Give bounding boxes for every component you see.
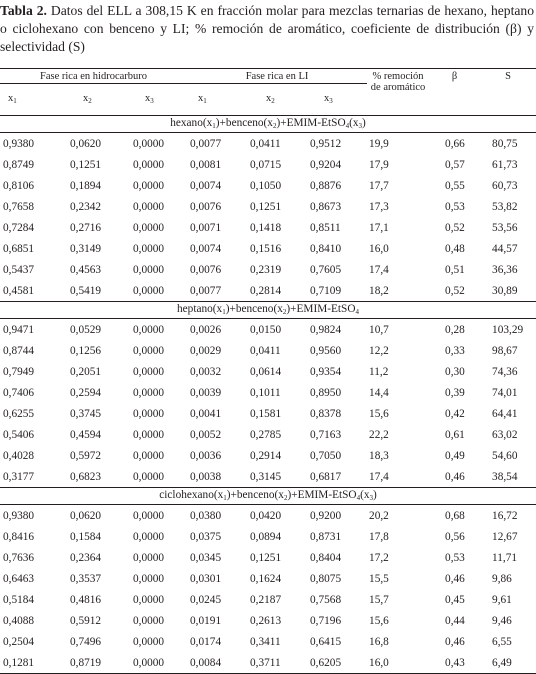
- table-cell: 0,6205: [306, 652, 367, 674]
- table-cell: 0,8876: [310, 179, 342, 192]
- table-cell: 0,9560: [310, 344, 342, 357]
- table-cell: 0,0174: [190, 635, 222, 648]
- table-cell: 74,01: [492, 386, 518, 399]
- table-cell: 0,55: [445, 179, 465, 192]
- table-cell: 0,5184: [3, 593, 35, 606]
- x3-header-hc: $x_3$: [145, 93, 154, 105]
- table-cell: 0,2613: [250, 614, 282, 627]
- table-cell: 12,67: [492, 530, 518, 543]
- table-cell: 0,56: [445, 530, 465, 543]
- table-cell: 0,2914: [250, 449, 282, 462]
- table-cell: 0,8719: [66, 652, 129, 674]
- table-cell: 0,4088: [3, 614, 35, 627]
- table-row: [0, 403, 536, 424]
- table-cell: 0,28: [445, 323, 465, 336]
- table-cell: 20,2: [369, 509, 389, 522]
- table-cell: 36,36: [492, 263, 518, 276]
- table-row: [0, 238, 536, 259]
- table-cell: 0,1281: [0, 652, 66, 674]
- caption-text: Datos del ELL a 308,15 K en fracción molar para mezclas ternarias de hexano, heptano o ciclohexano con benceno y LI; % remoción de aromático, coeficiente de distribución (β) y selectividad (S): [0, 3, 534, 54]
- table-cell: 0,0000: [133, 593, 165, 606]
- table-row: [0, 505, 536, 527]
- table-cell: 0,8950: [310, 386, 342, 399]
- table-cell: 14,4: [369, 386, 389, 399]
- table-cell: 0,5406: [3, 428, 35, 441]
- table-cell: 53,56: [492, 221, 518, 234]
- table-cell: 0,46: [445, 470, 465, 483]
- table-cell: 0,0077: [190, 137, 222, 150]
- table-cell: 0,2716: [70, 221, 102, 234]
- table-cell: 0,0420: [250, 509, 282, 522]
- table-cell: 0,6851: [3, 242, 35, 255]
- table-cell: 0,0614: [250, 365, 282, 378]
- table-cell: 0,7196: [310, 614, 342, 627]
- table-cell: 0,5972: [70, 449, 102, 462]
- table-cell: 0,0074: [190, 179, 222, 192]
- table-cell: 18,2: [369, 284, 389, 297]
- header-row-1: [0, 69, 536, 86]
- x1-header-hc: $x_1$: [8, 93, 17, 105]
- table-cell: 0,0000: [133, 635, 165, 648]
- table-cell: 0,0000: [133, 614, 165, 627]
- table-cell: 0,0000: [133, 200, 165, 213]
- table-cell: 0,1581: [250, 407, 282, 420]
- table-cell: 0,0041: [190, 407, 222, 420]
- table-cell: 0,0620: [70, 509, 102, 522]
- table-row: [0, 340, 536, 361]
- table-cell: 0,51: [445, 263, 465, 276]
- table-cell: 0,6255: [3, 407, 35, 420]
- table-cell: 0,1256: [70, 344, 102, 357]
- x1-header-li: $x_1$: [198, 93, 207, 105]
- table-cell: 0,0301: [190, 572, 222, 585]
- phase-hc-header: Fase rica en hidrocarburo: [0, 69, 187, 86]
- table-row: [0, 526, 536, 547]
- table-row: [0, 547, 536, 568]
- table-cell: 0,0077: [190, 284, 222, 297]
- table-cell: 22,2: [369, 428, 389, 441]
- table-cell: 0,2319: [250, 263, 282, 276]
- table-row: [0, 133, 536, 155]
- table-cell: 64,41: [492, 407, 518, 420]
- group-title: $heptano(x_1)+benceno(x_2)+EMIM-EtSO_4$: [0, 302, 536, 319]
- table-cell: 0,0084: [187, 652, 246, 674]
- table-cell: 0,0076: [190, 263, 222, 276]
- table-cell: 0,0029: [190, 344, 222, 357]
- table-cell: 0,39: [445, 386, 465, 399]
- table-cell: 0,7636: [3, 551, 35, 564]
- table-cell: 0,0620: [70, 137, 102, 150]
- table-cell: 0,52: [445, 221, 465, 234]
- table-row: [0, 196, 536, 217]
- table-cell: 60,73: [492, 179, 518, 192]
- x2-header-hc: $x_2$: [83, 93, 92, 105]
- x3-header-li: $x_3$: [324, 93, 333, 105]
- table-cell: 0,7406: [3, 386, 35, 399]
- table-cell: 0,0000: [133, 509, 165, 522]
- table-cell: 0,57: [445, 158, 465, 171]
- table-cell: 19,9: [369, 137, 389, 150]
- table-cell: 0,8731: [310, 530, 342, 543]
- table-cell: 0,8416: [3, 530, 35, 543]
- table-cell: 0,3145: [250, 470, 282, 483]
- table-cell: 6,49: [480, 652, 536, 674]
- table-cell: 0,0071: [190, 221, 222, 234]
- table-cell: 0,2504: [3, 635, 35, 648]
- table-row: [0, 610, 536, 631]
- table-cell: 0,0038: [190, 470, 222, 483]
- table-cell: 0,1050: [250, 179, 282, 192]
- table-cell: 17,2: [369, 551, 389, 564]
- table-cell: 17,4: [369, 470, 389, 483]
- table-cell: 0,0052: [190, 428, 222, 441]
- table-cell: 11,71: [492, 551, 518, 564]
- table-cell: 0,0000: [133, 428, 165, 441]
- table-cell: 0,3537: [70, 572, 102, 585]
- table-cell: 0,1516: [250, 242, 282, 255]
- table-cell: 0,0074: [190, 242, 222, 255]
- table-cell: 0,0000: [133, 344, 165, 357]
- table-cell: 0,7605: [310, 263, 342, 276]
- table-cell: 0,61: [445, 428, 465, 441]
- table-cell: 0,48: [445, 242, 465, 255]
- table-cell: 74,36: [492, 365, 518, 378]
- table-cell: 0,53: [445, 551, 465, 564]
- caption-label: Tabla 2.: [0, 3, 47, 18]
- table-cell: 0,3149: [70, 242, 102, 255]
- table-row: [0, 280, 536, 302]
- table-cell: 0,4563: [70, 263, 102, 276]
- table-cell: 0,0000: [133, 365, 165, 378]
- table-body: [0, 116, 536, 674]
- group-title-row: [0, 116, 536, 133]
- table-cell: 17,4: [369, 263, 389, 276]
- table-cell: 0,7568: [310, 593, 342, 606]
- table-cell: 54,60: [492, 449, 518, 462]
- table-row: [0, 154, 536, 175]
- table-cell: 17,9: [369, 158, 389, 171]
- table-cell: 0,0081: [190, 158, 222, 171]
- table-cell: 38,54: [492, 470, 518, 483]
- table-cell: 17,8: [369, 530, 389, 543]
- table-cell: 0,9204: [310, 158, 342, 171]
- table-cell: 0,44: [445, 614, 465, 627]
- table-row: [0, 319, 536, 341]
- table-cell: 0,6823: [70, 470, 102, 483]
- table-cell: 0,4581: [3, 284, 35, 297]
- table-cell: 11,2: [369, 365, 389, 378]
- x2-header-li: $x_2$: [266, 93, 275, 105]
- table-cell: 0,6415: [310, 635, 342, 648]
- table-cell: 17,3: [369, 200, 389, 213]
- table-cell: 0,1011: [250, 386, 281, 399]
- table-cell: 0,0000: [133, 551, 165, 564]
- table-cell: 12,2: [369, 344, 389, 357]
- table-cell: 17,1: [369, 221, 389, 234]
- table-cell: 0,0191: [190, 614, 222, 627]
- table-cell: 15,6: [369, 614, 389, 627]
- table-cell: 0,8075: [310, 572, 342, 585]
- table-row: [0, 568, 536, 589]
- pct-removal-header: % remoción de aromático: [370, 71, 426, 93]
- table-cell: 0,4816: [70, 593, 102, 606]
- table-cell: 0,8511: [310, 221, 341, 234]
- table-cell: 17,7: [369, 179, 389, 192]
- table-cell: 0,8744: [3, 344, 35, 357]
- table-cell: 0,0245: [190, 593, 222, 606]
- table-cell: 0,2364: [70, 551, 102, 564]
- table-cell: 0,1418: [250, 221, 282, 234]
- table-cell: 0,0000: [133, 470, 165, 483]
- phase-li-header: Fase rica en LI: [187, 69, 367, 86]
- table-cell: 0,68: [445, 509, 465, 522]
- table-cell: 0,30: [445, 365, 465, 378]
- beta-header: β: [451, 71, 458, 82]
- table-cell: 0,0000: [129, 652, 187, 674]
- table-cell: 0,0000: [133, 284, 165, 297]
- table-row: [0, 382, 536, 403]
- table-cell: 0,0000: [133, 158, 165, 171]
- table-cell: 6,55: [492, 635, 512, 648]
- group-title: $hexano(x_1)+benceno(x_2)+EMIM-EtSO_4(x_3)$: [0, 116, 536, 133]
- table-cell: 0,1894: [70, 179, 102, 192]
- table-cell: 10,7: [369, 323, 389, 336]
- table-row: [0, 445, 536, 466]
- table-cell: 0,49: [445, 449, 465, 462]
- table-cell: 0,8410: [310, 242, 342, 255]
- table-cell: 0,4594: [70, 428, 102, 441]
- table-cell: 9,86: [492, 572, 512, 585]
- table-cell: 0,66: [445, 137, 465, 150]
- table-cell: 103,29: [492, 323, 524, 336]
- table-row: [0, 589, 536, 610]
- table-cell: 0,2785: [250, 428, 282, 441]
- table-cell: 0,0380: [190, 509, 222, 522]
- table-cell: 0,0715: [250, 158, 282, 171]
- table-cell: 98,67: [492, 344, 518, 357]
- table-cell: 0,0032: [190, 365, 222, 378]
- table-cell: 0,46: [445, 572, 465, 585]
- table-cell: 0,7284: [3, 221, 35, 234]
- table-cell: 15,6: [369, 407, 389, 420]
- table-cell: 0,0000: [133, 572, 165, 585]
- table-cell: 0,3745: [70, 407, 102, 420]
- table-cell: 0,1584: [70, 530, 102, 543]
- table-cell: 0,46: [445, 635, 465, 648]
- table-cell: 0,5437: [3, 263, 35, 276]
- table-cell: 0,0150: [250, 323, 282, 336]
- table-cell: 0,53: [445, 200, 465, 213]
- table-cell: 0,8106: [3, 179, 35, 192]
- table-cell: 0,7050: [310, 449, 342, 462]
- table-cell: 0,33: [445, 344, 465, 357]
- table-cell: 0,0375: [190, 530, 222, 543]
- table-cell: 0,9354: [310, 365, 342, 378]
- table-cell: 0,7496: [70, 635, 102, 648]
- table-cell: 0,0345: [190, 551, 222, 564]
- table-row: [0, 424, 536, 445]
- table-cell: 0,0036: [190, 449, 222, 462]
- table-cell: 0,9512: [310, 137, 342, 150]
- table-cell: 0,2594: [70, 386, 102, 399]
- table-cell: 9,61: [492, 593, 512, 606]
- table-cell: 0,0000: [133, 179, 165, 192]
- table-cell: 16,0: [367, 652, 429, 674]
- table-cell: 0,43: [429, 652, 480, 674]
- table-cell: 0,3177: [3, 470, 35, 483]
- table-cell: 0,8404: [310, 551, 342, 564]
- table-cell: 0,9380: [3, 137, 35, 150]
- table-cell: 0,8378: [310, 407, 342, 420]
- table-cell: 0,3711: [246, 652, 306, 674]
- table-row: [0, 217, 536, 238]
- group-title: $ciclohexano(x_1)+benceno(x_2)+EMIM-EtSO_4(x_3)$: [0, 488, 536, 505]
- table-cell: 0,0894: [250, 530, 282, 543]
- table-cell: 0,8673: [310, 200, 342, 213]
- table-cell: 0,0529: [70, 323, 102, 336]
- table-cell: 0,0411: [250, 344, 281, 357]
- table-cell: 0,0000: [133, 263, 165, 276]
- table-cell: 30,89: [492, 284, 518, 297]
- table-cell: 0,0000: [133, 449, 165, 462]
- table-cell: 0,0000: [133, 407, 165, 420]
- table-row: [0, 175, 536, 196]
- table-cell: 0,0000: [133, 242, 165, 255]
- table-cell: 0,1251: [70, 158, 102, 171]
- table-cell: 0,42: [445, 407, 465, 420]
- table-cell: 0,9471: [3, 323, 35, 336]
- table-caption: [0, 2, 534, 56]
- table-cell: 63,02: [492, 428, 518, 441]
- table-cell: 0,0411: [250, 137, 281, 150]
- table-cell: 0,1251: [250, 200, 282, 213]
- table-cell: 0,2051: [70, 365, 102, 378]
- table-row: [0, 259, 536, 280]
- table-cell: 0,9200: [310, 509, 342, 522]
- table-row: [0, 652, 536, 674]
- table-cell: 0,7163: [310, 428, 342, 441]
- table-cell: 9,46: [492, 614, 512, 627]
- table-cell: 0,52: [445, 284, 465, 297]
- table-cell: 0,5419: [70, 284, 102, 297]
- table-cell: 0,0000: [133, 530, 165, 543]
- table-cell: 0,9380: [3, 509, 35, 522]
- group-title-row: [0, 488, 536, 505]
- table-cell: 0,0026: [190, 323, 222, 336]
- table-cell: 0,0000: [133, 386, 165, 399]
- table-cell: 0,2187: [250, 593, 282, 606]
- table-row: [0, 466, 536, 488]
- table-cell: 0,0000: [133, 221, 165, 234]
- table-cell: 0,9824: [310, 323, 342, 336]
- group-title-row: [0, 302, 536, 319]
- table-cell: 0,2814: [250, 284, 282, 297]
- table-cell: 0,0000: [133, 323, 165, 336]
- table-cell: 0,7658: [3, 200, 35, 213]
- table-cell: 0,5912: [70, 614, 102, 627]
- table-cell: 0,3411: [250, 635, 281, 648]
- data-table: [0, 68, 536, 674]
- table-cell: 16,72: [492, 509, 518, 522]
- s-header: S: [505, 71, 511, 82]
- table-cell: 44,57: [492, 242, 518, 255]
- table-cell: 0,7109: [310, 284, 342, 297]
- table-row: [0, 361, 536, 382]
- table-cell: 0,1624: [250, 572, 282, 585]
- table-cell: 15,5: [369, 572, 389, 585]
- table-cell: 0,0076: [190, 200, 222, 213]
- table-cell: 0,1251: [250, 551, 282, 564]
- table-cell: 0,6817: [310, 470, 342, 483]
- table-cell: 18,3: [369, 449, 389, 462]
- table-cell: 0,0000: [133, 137, 165, 150]
- table-cell: 0,8749: [3, 158, 35, 171]
- table-cell: 0,2342: [70, 200, 102, 213]
- table-cell: 80,75: [492, 137, 518, 150]
- table-cell: 0,45: [445, 593, 465, 606]
- table-cell: 16,8: [369, 635, 389, 648]
- table-cell: 15,7: [369, 593, 389, 606]
- table-row: [0, 631, 536, 652]
- table-cell: 0,4028: [3, 449, 35, 462]
- table-cell: 0,7949: [3, 365, 35, 378]
- table-cell: 0,6463: [3, 572, 35, 585]
- table-cell: 53,82: [492, 200, 518, 213]
- table-cell: 61,73: [492, 158, 518, 171]
- table-cell: 0,0039: [190, 386, 222, 399]
- table-cell: 16,0: [369, 242, 389, 255]
